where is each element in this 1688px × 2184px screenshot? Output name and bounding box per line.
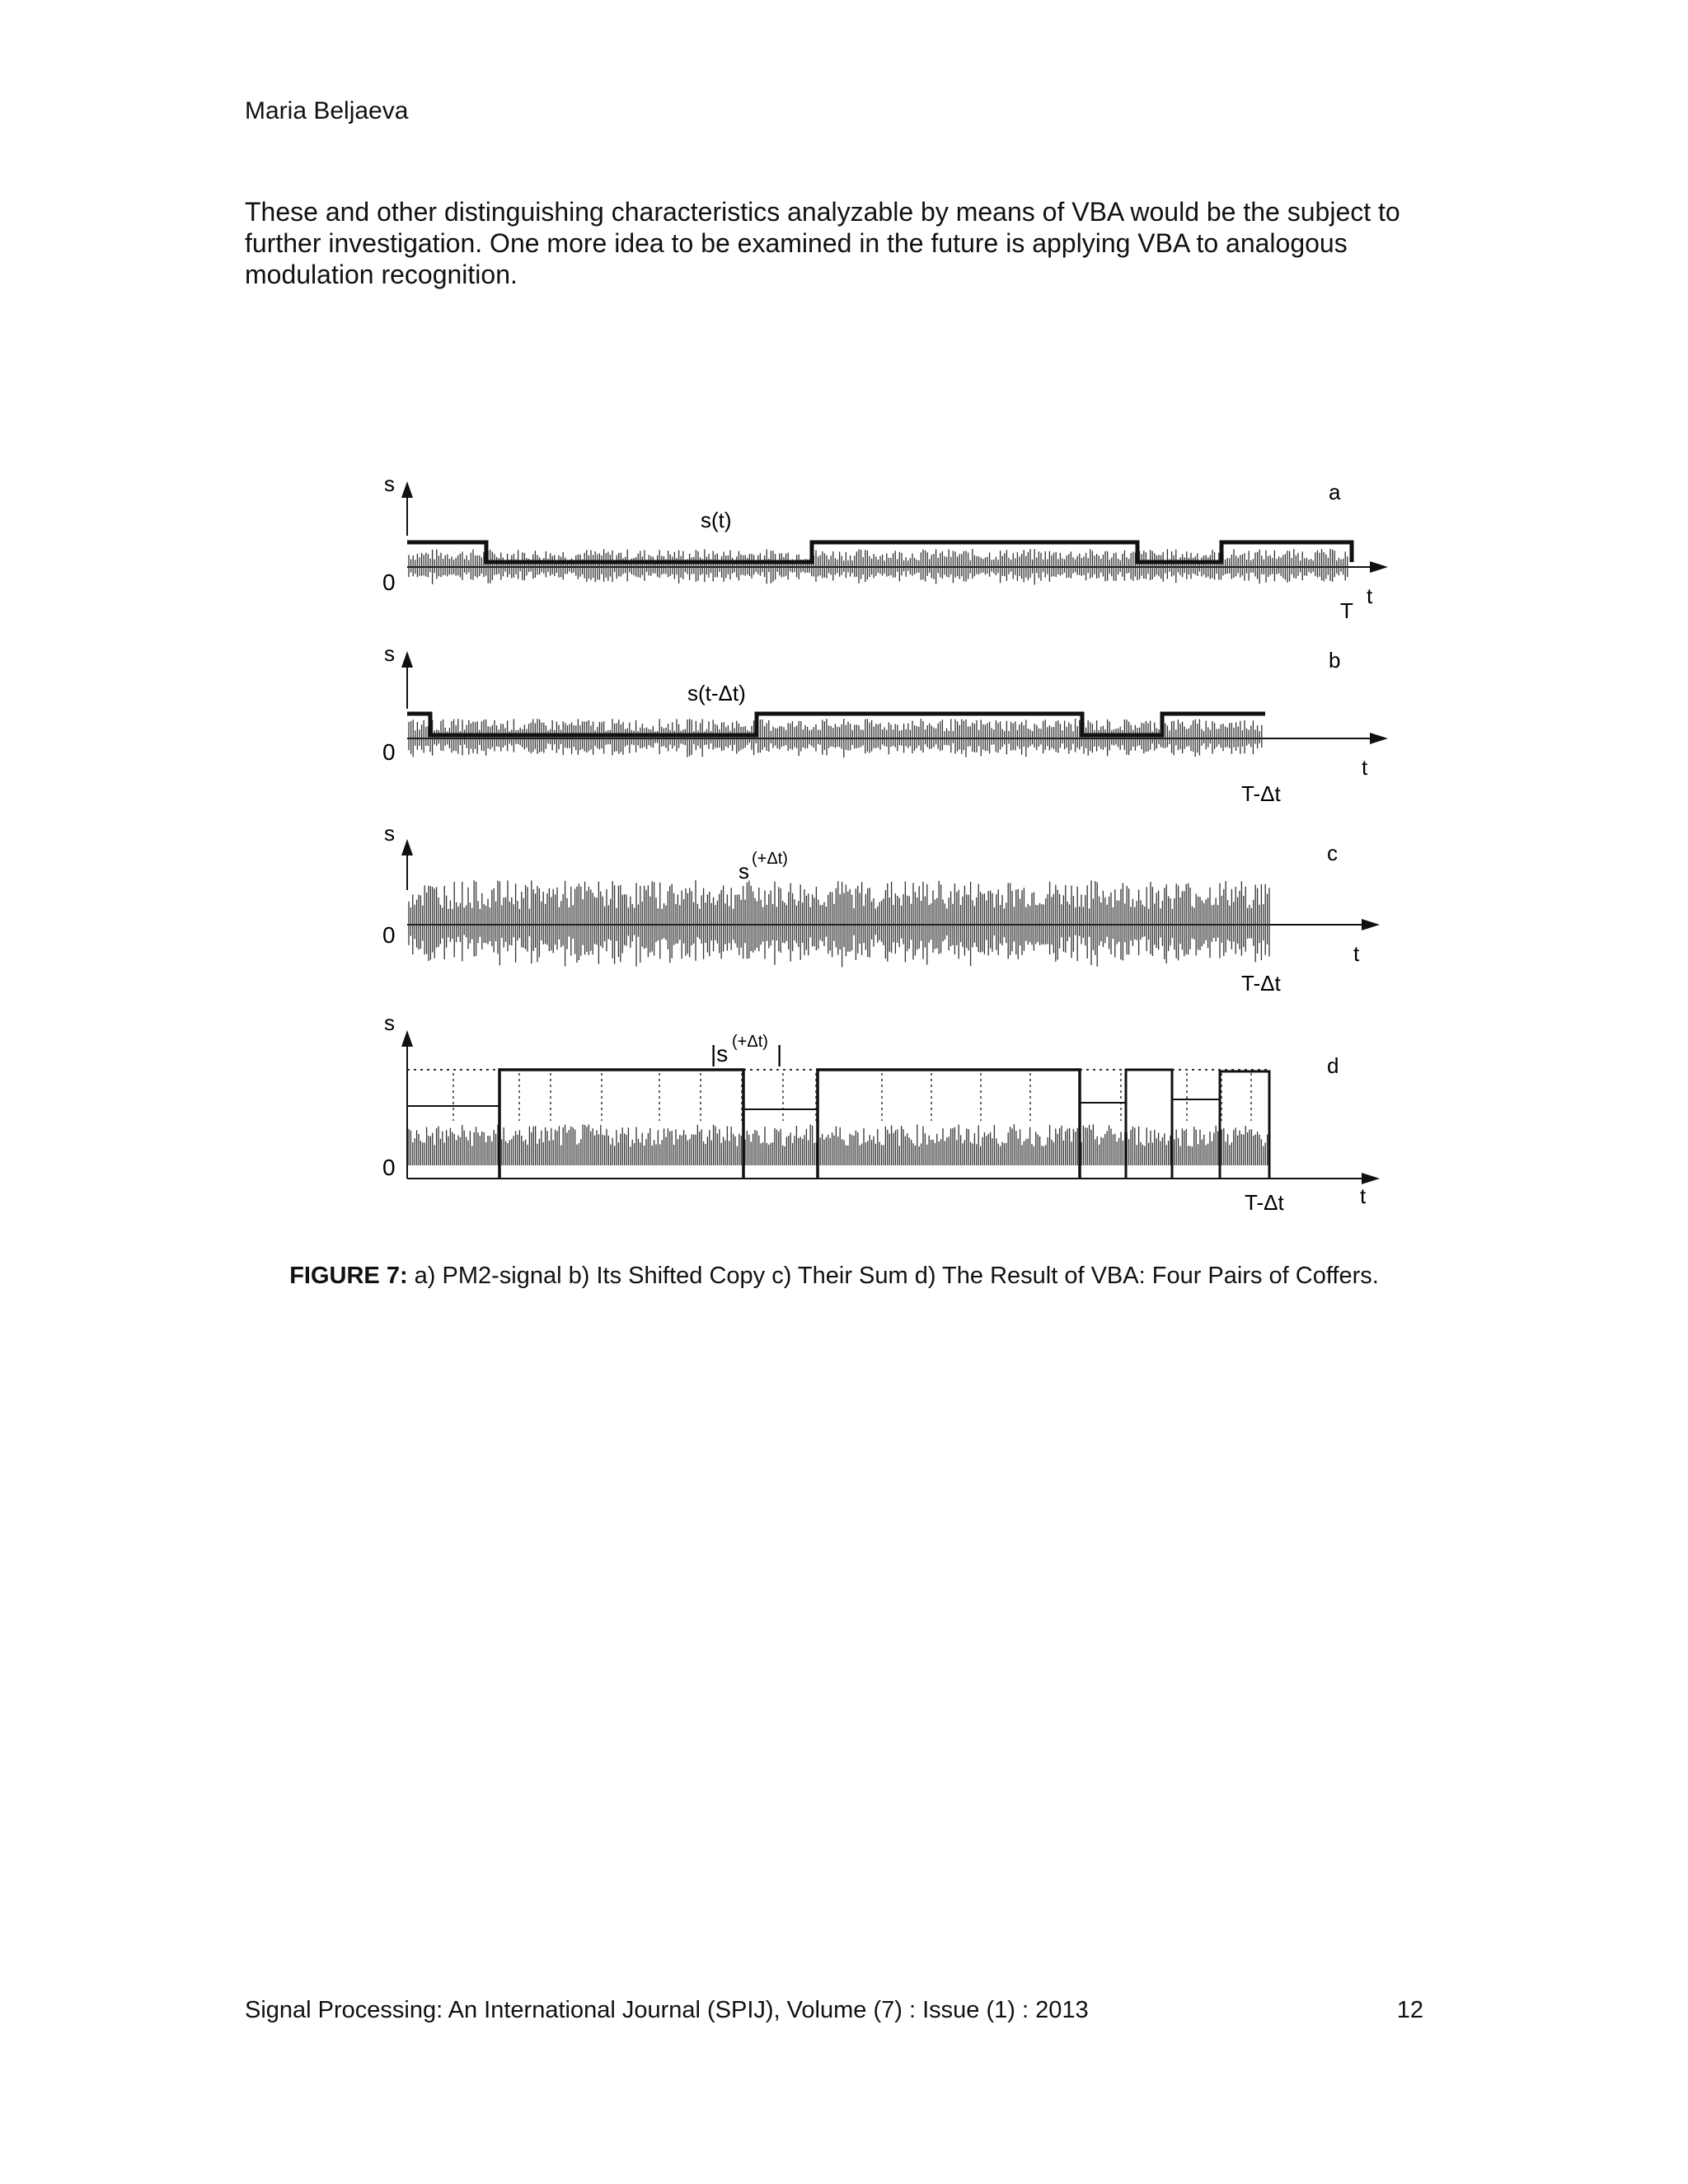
panel-b-id: b: [1329, 648, 1341, 673]
panel-a-y-label: s: [384, 471, 395, 496]
panel-c-zero-label: 0: [382, 922, 396, 948]
panel-c-y-label: s: [384, 821, 395, 846]
panel-d-x-arrow: [1362, 1173, 1380, 1184]
panel-c-x-label: t: [1353, 941, 1360, 966]
panel-c-end-label: T-Δt: [1241, 971, 1281, 996]
footer-journal: Signal Processing: An International Journal (SPIJ), Volume (7) : Issue (1) : 2013: [245, 1997, 1089, 2023]
panel-b-x-arrow: [1370, 733, 1388, 744]
page-footer: [245, 1997, 1423, 2024]
panel-a-x-label: t: [1367, 583, 1373, 608]
panel-c: [382, 821, 1380, 996]
figure-caption: [245, 1263, 1423, 1290]
panel-c-x-arrow: [1362, 919, 1380, 930]
panel-d-dotted-markers: [453, 1073, 1251, 1121]
panel-b-title: s(t-Δt): [687, 681, 746, 705]
panel-b-envelope: [407, 714, 1265, 735]
panel-d-end-label: T-Δt: [1245, 1190, 1284, 1215]
panel-c-signal-noise: [409, 880, 1269, 967]
panel-d-y-label: s: [384, 1010, 395, 1035]
panel-d-title-sup: (+Δt): [732, 1033, 768, 1051]
panel-a-x-arrow: [1370, 561, 1388, 573]
panel-d-signal-noise: [409, 1124, 1269, 1165]
panel-a-id: a: [1329, 480, 1341, 504]
panel-a-end-label: T: [1340, 598, 1353, 623]
panel-d: [382, 1010, 1380, 1215]
panel-c-title-sup: (+Δt): [752, 850, 788, 868]
figure-caption-text: a) PM2-signal b) Its Shifted Copy c) Their Sum d) The Result of VBA: Four Pairs of Coffers.: [407, 1263, 1379, 1289]
panel-d-title-close: |: [776, 1041, 783, 1066]
panel-b-end-label: T-Δt: [1241, 781, 1281, 806]
panel-b-y-arrow: [401, 651, 413, 668]
panel-c-id: c: [1327, 841, 1338, 865]
panel-a-title: s(t): [701, 508, 732, 532]
panel-d-x-label: t: [1360, 1183, 1367, 1208]
panel-d-id: d: [1327, 1053, 1339, 1078]
body-paragraph: These and other distinguishing characteristics analyzable by means of VBA would be the subject to further investigation. One more idea to be examined in the future is applying VBA to analogous modulation recognition.: [245, 197, 1400, 289]
panel-b-x-label: t: [1362, 755, 1368, 780]
panel-b: [382, 641, 1388, 806]
noise-c-trace: [409, 880, 1269, 967]
panel-a-zero-label: 0: [382, 569, 396, 595]
panel-c-y-arrow: [401, 839, 413, 855]
panel-d-y-arrow: [401, 1030, 413, 1047]
figure-7: [354, 462, 1409, 1236]
panel-a: [382, 471, 1388, 623]
figure-caption-label: FIGURE 7:: [289, 1263, 408, 1289]
running-header-author: Maria Beljaeva: [245, 97, 409, 124]
panel-d-coffer: [499, 1070, 743, 1179]
panel-d-zero-label: 0: [382, 1155, 396, 1180]
footer-page-number: 12: [1396, 1997, 1423, 2023]
noise-d-trace: [409, 1124, 1269, 1165]
panel-b-y-label: s: [384, 641, 395, 666]
panel-b-zero-label: 0: [382, 739, 396, 765]
panel-c-title-base: s: [738, 859, 749, 883]
panel-d-title-base: |s: [710, 1041, 729, 1066]
panel-a-y-arrow: [401, 481, 413, 498]
figure-7-graphic: [354, 462, 1409, 1236]
